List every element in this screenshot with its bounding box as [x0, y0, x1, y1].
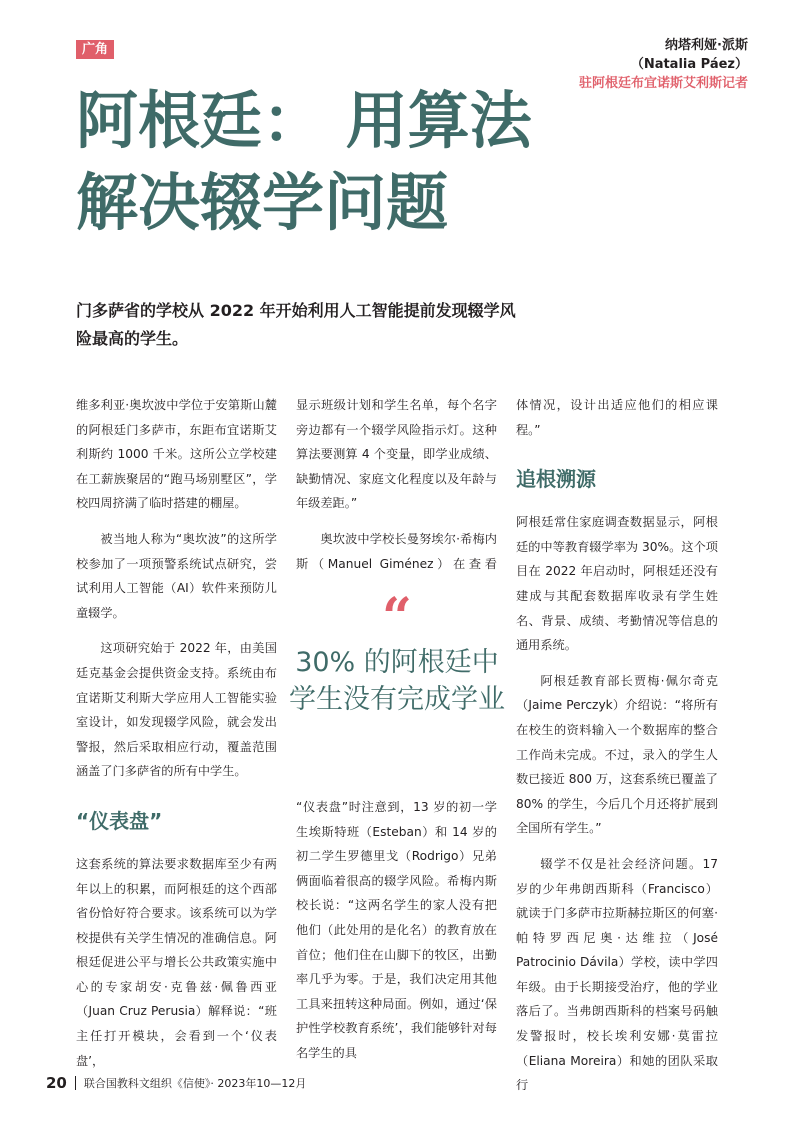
paragraph: 这项研究始于 2022 年，由美国廷克基金会提供资金支持。系统由布宜诺斯艾利斯大学应用人工智能实验室设计，如发现辍学风险，就会发出警报，然后采取相应行动，覆盖范围涵盖了门多萨省的所有中学生。: [76, 641, 277, 779]
lede: 门多萨省的学校从 2022 年开始利用人工智能提前发现辍学风险最高的学生。: [76, 301, 516, 348]
page-number: 20: [46, 1074, 67, 1092]
author-name: 纳塔利娅·派斯: [665, 38, 748, 53]
quote-mark-icon: “: [382, 587, 412, 648]
subheading-dashboard: “仪表盘”: [76, 808, 163, 833]
paragraph: 维多利亚·奥坎波中学位于安第斯山麓的阿根廷门多萨市，东距布宜诺斯艾利斯约 1000 千米。这所公立学校建在工薪族聚居的“跑马场别墅区”，学校四周挤满了临时搭建的棚屋。: [76, 398, 277, 511]
headline-line-2: 解决辍学问题: [76, 166, 449, 239]
paragraph: 体情况，设计出适应他们的相应课程。”: [516, 398, 718, 437]
paragraph: “仪表盘”时注意到，13 岁的初一学生埃斯特班（Esteban）和 14 岁的初二学生罗德里戈（Rodrigo）兄弟俩面临着很高的辍学风险。希梅内斯校长说：“这两名学生的家人没有把他们（此处用的是化名）的教育放在首位；他们住在山脚下的牧区，出勤率几乎为零。于是，我们决定用其他工具来扭转这种局面。例如，通过‘保护性学校教育系统’，我们能够针对每名学生的具: [296, 800, 497, 1060]
headline-line-1: 阿根廷： 用算法: [76, 84, 532, 157]
publication-info: 联合国教科文组织《信使》· 2023年10—12月: [83, 1077, 307, 1090]
pull-quote-text: 30% 的阿根廷中学生没有完成学业: [289, 647, 505, 715]
paragraph: 被当地人称为“奥坎波”的这所学校参加了一项预警系统试点研究，尝试利用人工智能（AI）软件来预防儿童辍学。: [76, 531, 277, 620]
footer-divider: [75, 1076, 76, 1090]
paragraph: 奥坎波中学校长曼努埃尔·希梅内斯（Manuel Giménez）在查看: [296, 531, 497, 571]
column-3: [516, 393, 718, 1109]
headline: [76, 80, 636, 244]
author-name-latin: （Natalia Páez）: [630, 57, 748, 72]
column-1: [76, 393, 277, 1084]
paragraph: 显示班级计划和学生名单，每个名字旁边都有一个辍学风险指示灯。这种算法要测算 4 个变量，即学业成绩、缺勤情况、家庭文化程度以及年龄与年级差距。”: [296, 398, 497, 511]
paragraph: 辍学不仅是社会经济问题。17 岁的少年弗朗西斯科（Francisco）就读于门多萨市拉斯赫拉斯区的何塞·帕特罗西尼奥·达维拉（José Patrocinio Dávila）学校，读中学四年级。由于长期接受治疗，他的学业落后了。当弗朗西斯科的档案号码触发警报时，校长埃利安娜·莫雷拉（Eliana Moreira）和她的团队采取行: [516, 856, 718, 1093]
column-2-bottom: [296, 795, 497, 1077]
pull-quote: [288, 587, 506, 718]
subheading-origins: 追根溯源: [516, 467, 596, 492]
paragraph: 阿根廷常住家庭调查数据显示，阿根廷的中等教育辍学率为 30%。这个项目在 2022 年启动时，阿根廷还没有建成与其配套数据库收录有学生姓名、背景、成绩、考勤情况等信息的通用系统。: [516, 515, 718, 653]
page-footer: [46, 1074, 306, 1092]
column-2-top: [296, 393, 497, 587]
paragraph: 阿根廷教育部长贾梅·佩尔奇克（Jaime Perczyk）介绍说：“将所有在校生的资料输入一个数据库的整合工作尚未完成。不过，录入的学生人数已接近 800 万，这套系统已覆盖了 80% 的学生，今后几个月还将扩展到全国所有学生。”: [516, 673, 718, 836]
paragraph: 这套系统的算法要求数据库至少有两年以上的积累，而阿根廷的这个西部省份恰好符合要求。该系统可以为学校提供有关学生情况的准确信息。阿根廷促进公平与增长公共政策实施中心的专家胡安·克鲁兹·佩鲁西亚（Juan Cruz Perusia）解释说：“班主任打开模块，会看到一个‘仪表盘’，: [76, 856, 277, 1068]
author-role: 驻阿根廷布宜诺斯艾利斯记者: [578, 76, 748, 91]
section-tag: 广角: [76, 40, 114, 59]
